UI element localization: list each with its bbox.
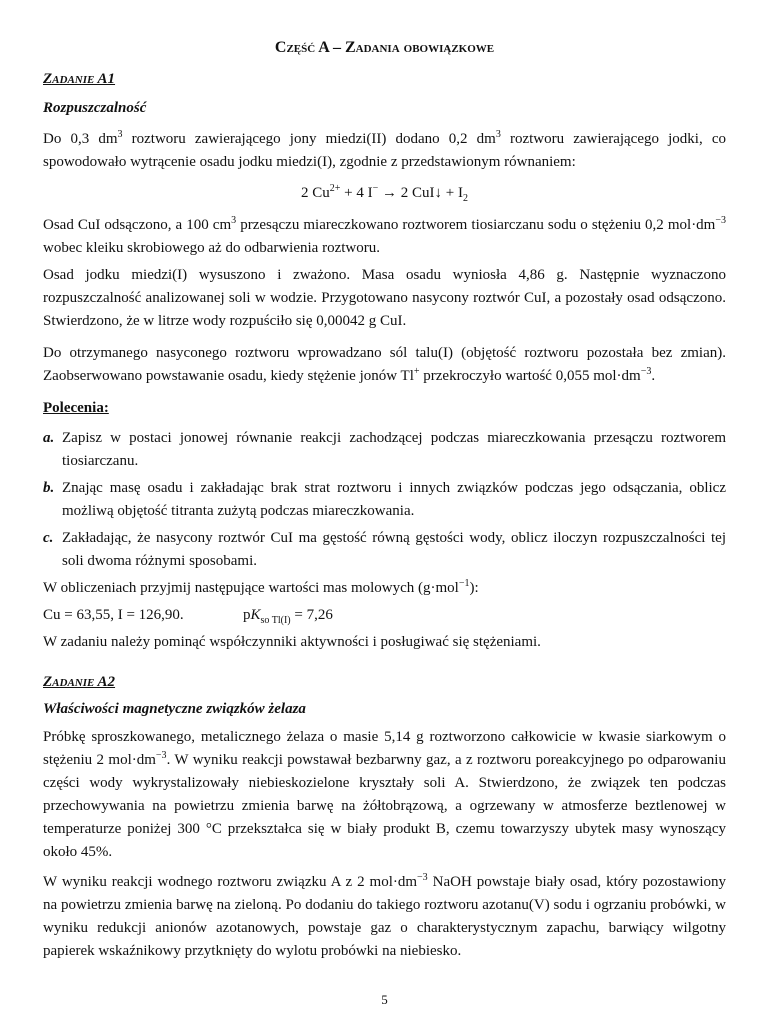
item-marker: b. xyxy=(43,480,55,496)
task-a1-paragraph-3: Osad jodku miedzi(I) wysuszono i zważono. Masa osadu wyniosła 4,86 g. Następnie wyznaczono rozpuszczalność analizowanej soli w wodzie. Przygotowano nasycony roztwór CuI, a pozostały osad odsączono. Stwierdzono, że w litrze wody rozpuściło się 0,00042 g CuI. xyxy=(43,267,726,329)
task-a1-paragraph-4: Do otrzymanego nasyconego roztworu wprowadzano sól talu(I) (objętość roztworu pozostała bez zmian). Zaobserwowano powstawanie osadu, kiedy stężenie jonów Tl+ przekroczyło wartość 0,055 $mol\cdot dm^{-3}$. xyxy=(43,345,726,384)
reaction-equation: 2 $Cu^{2+} + 4$ I− → 2 CuI↓ + $I_2$ xyxy=(301,183,468,204)
instruction-item xyxy=(43,477,726,523)
item-marker: c. xyxy=(43,530,54,546)
molar-mass-values: Cu = 63,55, I = 126,90. xyxy=(43,607,184,623)
instructions-heading: Polecenia: xyxy=(43,400,109,416)
task-a2-paragraph-2: W wyniku reakcji wodnego roztworu związku A z 2 $mol\cdot dm^{-3}$ NaOH powstaje biały osad, który pozostawiony na powietrzu zmienia barwę na zieloną. Po dodaniu do takiego roztworu azotanu(V) sodu i ogrzaniu probówki, w wyniku redukcji anionów azotanowych, powstaje gaz o charakterystycznym zapachu, barwiący wilgotny papierek wskaźnikowy przytknięty do wylotu probówki na niebiesko. xyxy=(43,872,726,959)
constants-line xyxy=(43,604,726,627)
task-a2-paragraph-1: Próbkę sproszkowanego, metalicznego żelaza o masie 5,14 g roztworzono całkowicie w kwasie siarkowym o stężeniu 2 $mol\cdot dm^{-3}$. W wyniku reakcji powstawał bezbarwny gaz, a z roztworu poreakcyjnego po odparowaniu części wody wykrystalizowały niebieskozielone kryształy soli A. Stwierdzono, że związek ten podczas przechowywania na powietrzu zmienia barwę na żółtobrązową, a ogrzewany w atmosferze beztlenowej w temperaturze poniżej 300 °C przekształca się w biały produkt B, czemu towarzyszy ubytek masy wynoszący około 45%. xyxy=(43,729,726,860)
instruction-item xyxy=(43,527,726,573)
pk-value: $pK_{so Tl(I)} = 7,26$ xyxy=(243,607,333,626)
item-marker: a. xyxy=(43,430,55,446)
section-title: Część A – Zadania obowiązkowe xyxy=(274,39,495,56)
instruction-item xyxy=(43,427,726,473)
activity-note: W zadaniu należy pominąć współczynniki aktywności i posługiwać się stężeniami. xyxy=(43,634,541,650)
item-text: Znając masę osadu i zakładając brak strat roztworu i innych związków podczas jego odsączania, oblicz możliwą objętość titranta zużytą podczas miareczkowania. xyxy=(62,480,726,519)
task-a2-topic: Właściwości magnetyczne związków żelaza xyxy=(43,701,306,717)
task-a1-paragraph-1: Do 0,3 $dm^3$ roztworu zawierającego jony miedzi(II) dodano 0,2 $dm^3$ roztworu zawierającego jodki, co spowodowało wytrącenie osadu jodku miedzi(I), zgodnie z przedstawionym równaniem: xyxy=(43,129,726,170)
page-number: 5 xyxy=(381,992,388,1007)
task-a1-topic: Rozpuszczalność xyxy=(43,100,147,116)
task-a1-label: Zadanie A1 xyxy=(43,71,116,87)
item-text: Zapisz w postaci jonowej równanie reakcji zachodzącej podczas miareczkowania przesączu roztworem tiosiarczanu. xyxy=(62,430,726,469)
task-a2-label: Zadanie A2 xyxy=(43,674,116,690)
task-a1-paragraph-2: Osad CuI odsączono, a 100 $cm^3$ przesączu miareczkowano roztworem tiosiarczanu sodu o stężeniu 0,2 $mol\cdot dm^{-3}$ wobec kleiku skrobiowego aż do odbarwienia roztworu. xyxy=(43,215,726,256)
item-text: Zakładając, że nasycony roztwór CuI ma gęstość równą gęstości wody, oblicz iloczyn rozpuszczalności tej soli dwoma różnymi sposobami. xyxy=(62,530,726,569)
molar-mass-note: W obliczeniach przyjmij następujące wartości mas molowych (g·mol$^{-1}$): xyxy=(43,578,479,596)
